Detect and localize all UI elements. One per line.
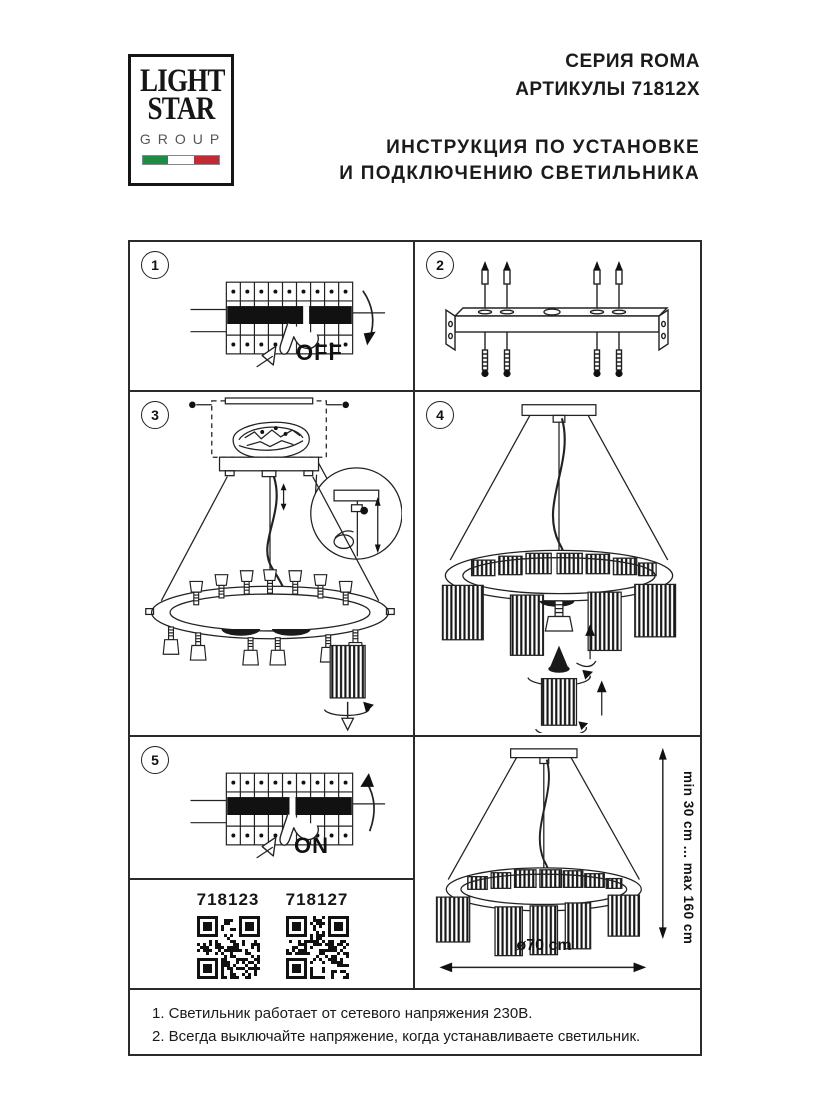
qr-panel xyxy=(130,880,415,988)
lightstar-logo xyxy=(128,54,234,186)
chandelier-hanging-drawing xyxy=(138,394,402,732)
step-panel-4 xyxy=(415,392,700,737)
header-text xyxy=(300,48,700,188)
circuit-breaker-on-drawing xyxy=(186,751,393,879)
magnifier-detail xyxy=(311,468,402,559)
bulb-icon xyxy=(548,646,569,673)
flag-green xyxy=(143,156,168,164)
note-line-1: 1. Светильник работает от сетевого напряжения 230В. xyxy=(152,1005,533,1022)
flag-red xyxy=(194,156,219,164)
logo-star-text: STAR xyxy=(147,91,215,128)
wire-bundle-drawing xyxy=(233,422,309,457)
height-range-label: min 30 cm ... max 160 cm xyxy=(681,771,696,945)
step-number-badge: 3 xyxy=(141,401,169,429)
step-number-badge: 4 xyxy=(426,401,454,429)
mounting-bracket-drawing xyxy=(431,258,683,390)
flag-white xyxy=(168,156,193,164)
qr-code-left xyxy=(197,916,260,979)
instruction-title xyxy=(300,135,700,187)
qr-item-right xyxy=(286,890,349,979)
instruction-title-line1: ИНСТРУКЦИЯ ПО УСТАНОВКЕ xyxy=(386,137,700,159)
note-line-2: 2. Всегда выключайте напряжение, когда устанавливаете светильник. xyxy=(152,1027,641,1045)
notes-box xyxy=(128,988,702,1056)
step-number-badge: 1 xyxy=(141,251,169,279)
diameter-label: ø70 cm xyxy=(516,937,572,954)
height-dimension-line xyxy=(659,748,667,939)
series-title: СЕРИЯ ROMA xyxy=(565,51,700,72)
articles-title: АРТИКУЛЫ 71812X xyxy=(515,78,700,100)
diameter-dimension-line xyxy=(439,962,646,972)
qr-code-right xyxy=(286,916,349,979)
qr-label-left: 718123 xyxy=(196,890,260,909)
step-panel-2 xyxy=(415,242,700,392)
dimensions-panel xyxy=(415,737,700,988)
instruction-title-line2: И ПОДКЛЮЧЕНИЮ СВЕТИЛЬНИКА xyxy=(339,163,700,185)
steps-grid xyxy=(128,240,702,990)
shade-bulb-install-drawing xyxy=(423,395,695,733)
logo-light-text: LIGHT xyxy=(140,63,225,99)
arrow-up-icon xyxy=(360,773,374,831)
off-label: OFF xyxy=(296,340,343,365)
step-panel-3 xyxy=(130,392,415,737)
logo-group-text: GROUP xyxy=(139,130,227,147)
arrow-down-icon xyxy=(363,291,376,346)
step-panel-1 xyxy=(130,242,415,392)
screw-icons xyxy=(481,332,622,377)
anchor-icons xyxy=(482,261,623,308)
step-number-badge: 2 xyxy=(426,251,454,279)
qr-item-left xyxy=(197,890,260,979)
circuit-breaker-off-drawing xyxy=(186,260,393,388)
qr-label-right: 718127 xyxy=(285,890,349,909)
step-panel-5 xyxy=(130,737,415,880)
on-label: ON xyxy=(294,833,329,858)
step-number-badge: 5 xyxy=(141,746,169,774)
italian-flag-bar xyxy=(142,155,220,165)
